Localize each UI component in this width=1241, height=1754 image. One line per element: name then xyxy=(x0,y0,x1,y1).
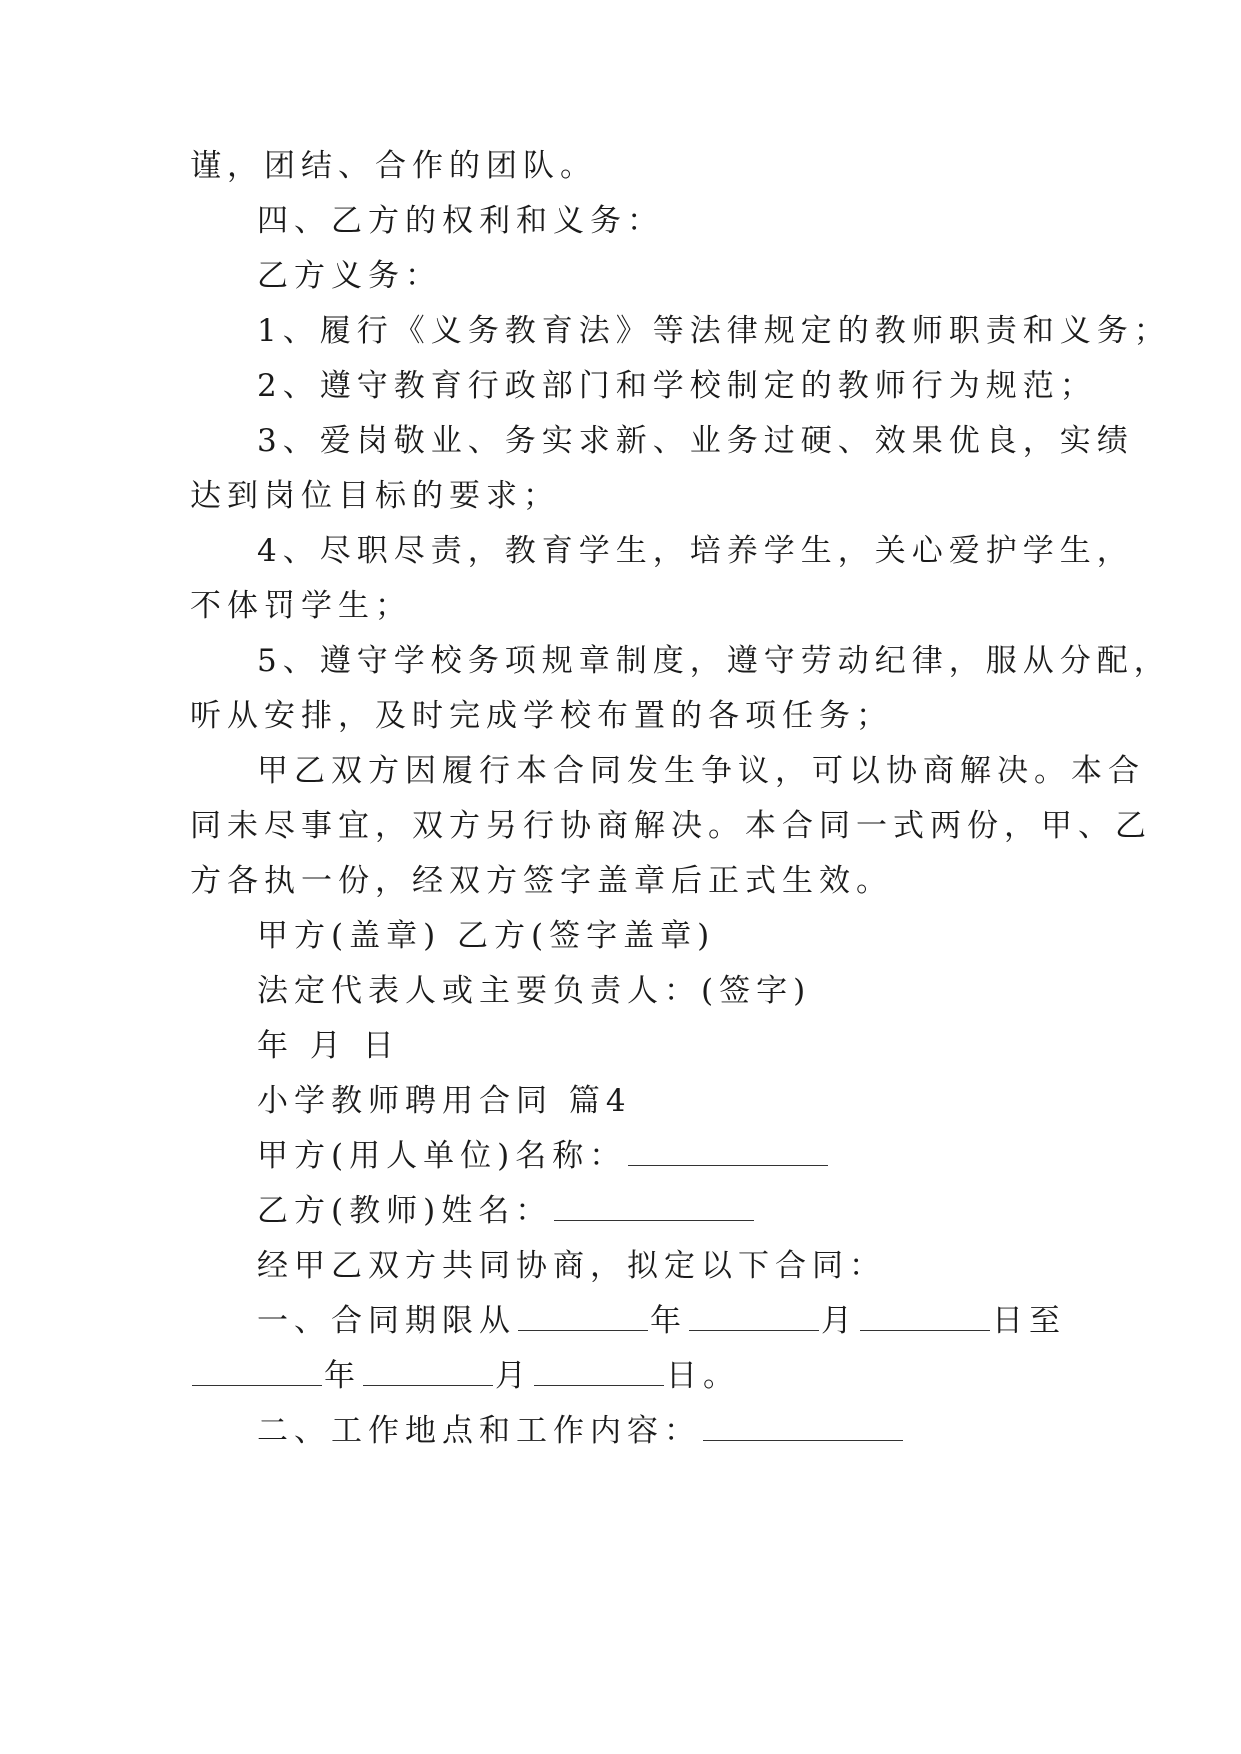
employer-line xyxy=(257,1136,830,1176)
text-line: 谨，团结、合作的团队。 xyxy=(190,148,597,184)
end-year-blank[interactable] xyxy=(192,1359,322,1386)
year-label: 年 xyxy=(324,1358,361,1394)
date-line: 年 月 日 xyxy=(257,1028,400,1064)
workplace-line xyxy=(257,1411,905,1451)
employer-label: 甲方(用人单位)名称： xyxy=(257,1138,627,1174)
teacher-name-blank[interactable] xyxy=(554,1194,754,1221)
text-line: 4、尽职尽责，教育学生，培养学生，关心爱护学生， xyxy=(257,533,1134,569)
workplace-label: 二、工作地点和工作内容： xyxy=(257,1413,701,1449)
text-line: 听从安排，及时完成学校布置的各项任务； xyxy=(190,698,893,734)
text-line: 达到岗位目标的要求； xyxy=(190,478,560,514)
teacher-label: 乙方(教师)姓名： xyxy=(257,1193,553,1229)
month-label: 月 xyxy=(821,1303,858,1339)
term-prefix: 一、合同期限从 xyxy=(257,1303,516,1339)
day-end-label: 日。 xyxy=(666,1358,740,1394)
day-to-label: 日至 xyxy=(992,1303,1066,1339)
text-line: 2、遵守教育行政部门和学校制定的教师行为规范； xyxy=(257,368,1097,404)
contract-title: 小学教师聘用合同 篇4 xyxy=(257,1083,632,1119)
end-month-blank[interactable] xyxy=(363,1359,493,1386)
subsection-heading: 乙方义务： xyxy=(257,258,442,294)
text-line: 方各执一份，经双方签字盖章后正式生效。 xyxy=(190,863,893,899)
term-line-start xyxy=(257,1301,1066,1341)
start-year-blank[interactable] xyxy=(518,1304,648,1331)
negotiation-line: 经甲乙双方共同协商，拟定以下合同： xyxy=(257,1248,886,1284)
text-line: 3、爱岗敬业、务实求新、业务过硬、效果优良，实绩 xyxy=(257,423,1134,459)
year-label: 年 xyxy=(650,1303,687,1339)
text-line: 甲乙双方因履行本合同发生争议，可以协商解决。本合 xyxy=(257,753,1145,789)
employer-name-blank[interactable] xyxy=(628,1139,828,1166)
start-day-blank[interactable] xyxy=(860,1304,990,1331)
teacher-line xyxy=(257,1191,756,1231)
text-line: 同未尽事宜，双方另行协商解决。本合同一式两份，甲、乙 xyxy=(190,808,1152,844)
start-month-blank[interactable] xyxy=(689,1304,819,1331)
text-line: 不体罚学生； xyxy=(190,588,412,624)
representative-line: 法定代表人或主要负责人：(签字) xyxy=(257,973,812,1009)
end-day-blank[interactable] xyxy=(534,1359,664,1386)
month-label: 月 xyxy=(495,1358,532,1394)
signature-line: 甲方(盖章) 乙方(签字盖章) xyxy=(257,918,716,954)
term-line-end xyxy=(190,1356,740,1396)
workplace-blank[interactable] xyxy=(703,1414,903,1441)
text-line: 1、履行《义务教育法》等法律规定的教师职责和义务； xyxy=(257,313,1171,349)
text-line: 5、遵守学校务项规章制度，遵守劳动纪律，服从分配， xyxy=(257,643,1171,679)
section-heading: 四、乙方的权利和义务： xyxy=(257,203,664,239)
